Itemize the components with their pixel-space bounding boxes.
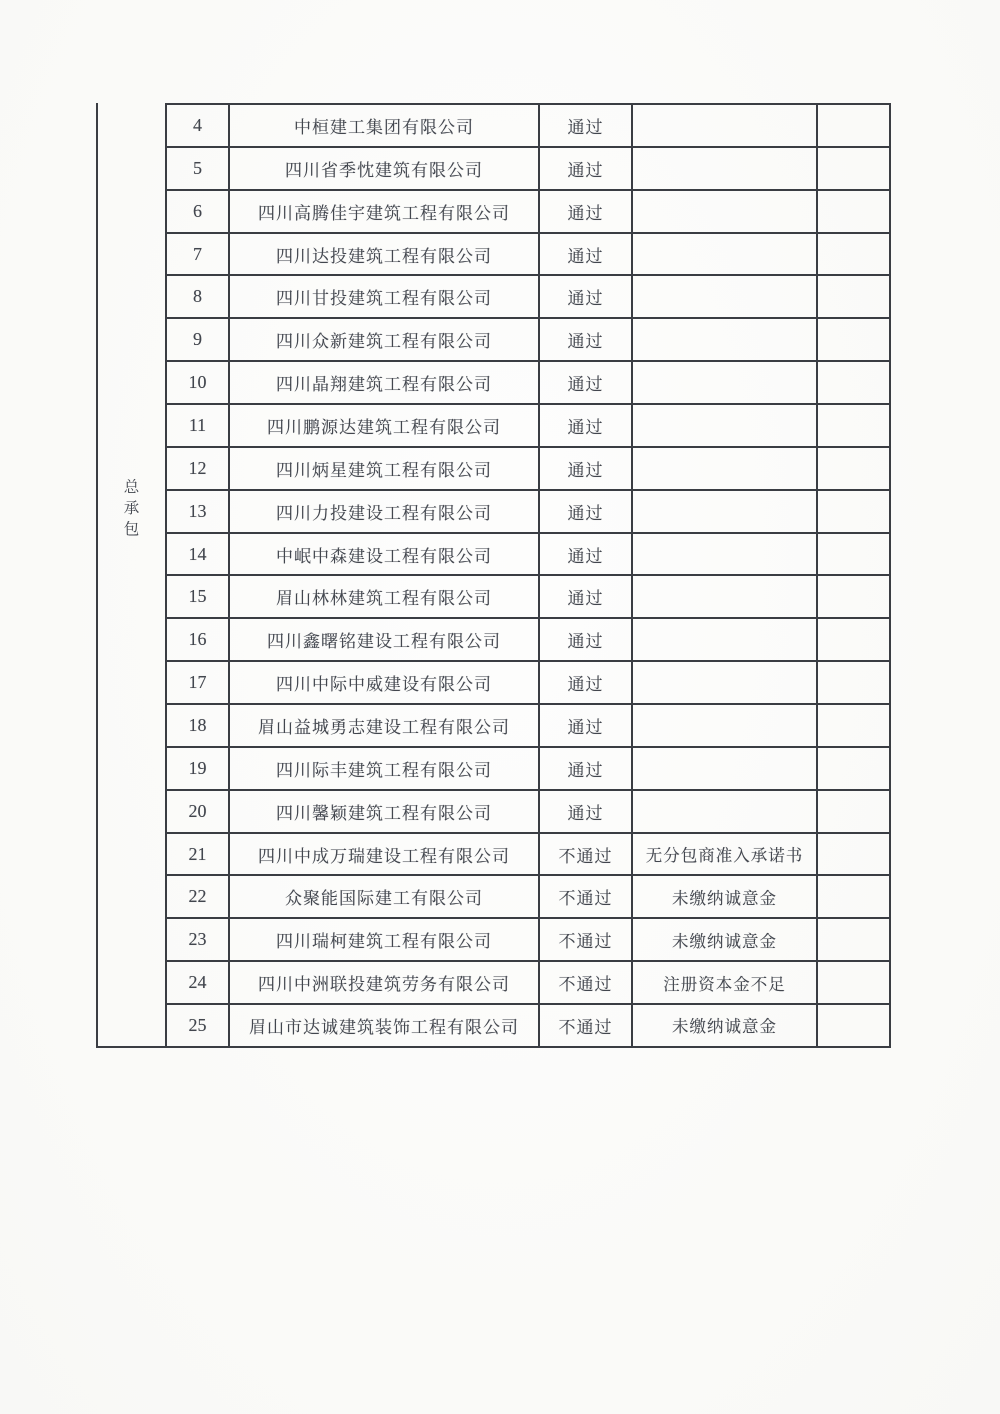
row-number-cell: 7 [167, 234, 230, 275]
empty-cell [818, 748, 889, 789]
empty-cell [818, 1005, 889, 1046]
table-row [167, 919, 889, 962]
company-name-cell: 四川鹏源达建筑工程有限公司 [230, 405, 540, 446]
empty-cell [818, 448, 889, 489]
company-name-cell: 四川馨颖建筑工程有限公司 [230, 791, 540, 832]
status-cell: 通过 [540, 619, 633, 660]
category-label [98, 477, 165, 540]
table-row [167, 319, 889, 362]
status-cell: 通过 [540, 705, 633, 746]
table-row [167, 576, 889, 619]
empty-cell [818, 919, 889, 960]
company-name-cell: 四川瑞柯建筑工程有限公司 [230, 919, 540, 960]
row-number-cell: 12 [167, 448, 230, 489]
status-cell: 通过 [540, 191, 633, 232]
row-number-cell: 17 [167, 662, 230, 703]
status-cell: 不通过 [540, 834, 633, 875]
table-row [167, 234, 889, 277]
remark-cell [633, 534, 818, 575]
empty-cell [818, 619, 889, 660]
table-row [167, 834, 889, 877]
status-cell: 通过 [540, 448, 633, 489]
remark-cell: 未缴纳诚意金 [633, 1005, 818, 1046]
empty-cell [818, 191, 889, 232]
row-number-cell: 5 [167, 148, 230, 189]
remark-cell [633, 234, 818, 275]
row-number-cell: 15 [167, 576, 230, 617]
table-row [167, 276, 889, 319]
company-name-cell: 四川中洲联投建筑劳务有限公司 [230, 962, 540, 1003]
remark-cell [633, 576, 818, 617]
empty-cell [818, 834, 889, 875]
empty-cell [818, 105, 889, 146]
company-name-cell: 四川鑫曙铭建设工程有限公司 [230, 619, 540, 660]
remark-cell [633, 791, 818, 832]
remark-cell [633, 662, 818, 703]
empty-cell [818, 276, 889, 317]
table-row [167, 534, 889, 577]
row-number-cell: 21 [167, 834, 230, 875]
company-name-cell: 眉山益城勇志建设工程有限公司 [230, 705, 540, 746]
status-cell: 通过 [540, 319, 633, 360]
category-label-text: 总承包 [123, 479, 140, 538]
status-cell: 不通过 [540, 919, 633, 960]
table-row [167, 962, 889, 1005]
remark-cell [633, 491, 818, 532]
status-cell: 通过 [540, 276, 633, 317]
row-number-cell: 18 [167, 705, 230, 746]
row-number-cell: 22 [167, 876, 230, 917]
empty-cell [818, 876, 889, 917]
company-name-cell: 众聚能国际建工有限公司 [230, 876, 540, 917]
row-number-cell: 16 [167, 619, 230, 660]
company-name-cell: 四川中际中威建设有限公司 [230, 662, 540, 703]
remark-cell [633, 105, 818, 146]
table-row [167, 191, 889, 234]
row-number-cell: 24 [167, 962, 230, 1003]
remark-cell [633, 748, 818, 789]
empty-cell [818, 962, 889, 1003]
row-number-cell: 9 [167, 319, 230, 360]
review-table [96, 103, 891, 1048]
empty-cell [818, 362, 889, 403]
table-row [167, 1005, 889, 1046]
remark-cell [633, 705, 818, 746]
table-body [165, 103, 891, 1048]
status-cell: 通过 [540, 148, 633, 189]
row-number-cell: 6 [167, 191, 230, 232]
row-number-cell: 8 [167, 276, 230, 317]
row-number-cell: 25 [167, 1005, 230, 1046]
table-row [167, 791, 889, 834]
remark-cell [633, 405, 818, 446]
table-row [167, 405, 889, 448]
row-number-cell: 20 [167, 791, 230, 832]
status-cell: 通过 [540, 662, 633, 703]
status-cell: 不通过 [540, 962, 633, 1003]
company-name-cell: 四川晶翔建筑工程有限公司 [230, 362, 540, 403]
empty-cell [818, 576, 889, 617]
empty-cell [818, 234, 889, 275]
status-cell: 通过 [540, 491, 633, 532]
empty-cell [818, 705, 889, 746]
table-row [167, 748, 889, 791]
table-row [167, 876, 889, 919]
row-number-cell: 14 [167, 534, 230, 575]
table-row [167, 148, 889, 191]
status-cell: 通过 [540, 748, 633, 789]
empty-cell [818, 491, 889, 532]
status-cell: 不通过 [540, 1005, 633, 1046]
empty-cell [818, 791, 889, 832]
company-name-cell: 中桓建工集团有限公司 [230, 105, 540, 146]
company-name-cell: 四川高腾佳宇建筑工程有限公司 [230, 191, 540, 232]
table-row [167, 619, 889, 662]
row-number-cell: 13 [167, 491, 230, 532]
remark-cell: 无分包商准入承诺书 [633, 834, 818, 875]
remark-cell: 注册资本金不足 [633, 962, 818, 1003]
row-number-cell: 4 [167, 105, 230, 146]
status-cell: 通过 [540, 234, 633, 275]
table-row [167, 705, 889, 748]
company-name-cell: 四川炳星建筑工程有限公司 [230, 448, 540, 489]
row-number-cell: 19 [167, 748, 230, 789]
company-name-cell: 四川力投建设工程有限公司 [230, 491, 540, 532]
company-name-cell: 四川达投建筑工程有限公司 [230, 234, 540, 275]
remark-cell [633, 276, 818, 317]
empty-cell [818, 405, 889, 446]
remark-cell [633, 619, 818, 660]
remark-cell [633, 191, 818, 232]
remark-cell [633, 319, 818, 360]
empty-cell [818, 319, 889, 360]
status-cell: 不通过 [540, 876, 633, 917]
status-cell: 通过 [540, 105, 633, 146]
status-cell: 通过 [540, 791, 633, 832]
company-name-cell: 四川省季忱建筑有限公司 [230, 148, 540, 189]
table-row [167, 491, 889, 534]
remark-cell: 未缴纳诚意金 [633, 876, 818, 917]
company-name-cell: 眉山林林建筑工程有限公司 [230, 576, 540, 617]
company-name-cell: 四川甘投建筑工程有限公司 [230, 276, 540, 317]
row-number-cell: 10 [167, 362, 230, 403]
company-name-cell: 中岷中森建设工程有限公司 [230, 534, 540, 575]
company-name-cell: 四川中成万瑞建设工程有限公司 [230, 834, 540, 875]
remark-cell [633, 448, 818, 489]
remark-cell: 未缴纳诚意金 [633, 919, 818, 960]
empty-cell [818, 148, 889, 189]
company-name-cell: 眉山市达诚建筑装饰工程有限公司 [230, 1005, 540, 1046]
category-column [96, 103, 165, 1048]
remark-cell [633, 148, 818, 189]
status-cell: 通过 [540, 576, 633, 617]
status-cell: 通过 [540, 534, 633, 575]
table-row [167, 105, 889, 148]
row-number-cell: 23 [167, 919, 230, 960]
table-row [167, 362, 889, 405]
row-number-cell: 11 [167, 405, 230, 446]
empty-cell [818, 662, 889, 703]
table-row [167, 662, 889, 705]
status-cell: 通过 [540, 405, 633, 446]
table-row [167, 448, 889, 491]
company-name-cell: 四川众新建筑工程有限公司 [230, 319, 540, 360]
empty-cell [818, 534, 889, 575]
status-cell: 通过 [540, 362, 633, 403]
remark-cell [633, 362, 818, 403]
company-name-cell: 四川际丰建筑工程有限公司 [230, 748, 540, 789]
